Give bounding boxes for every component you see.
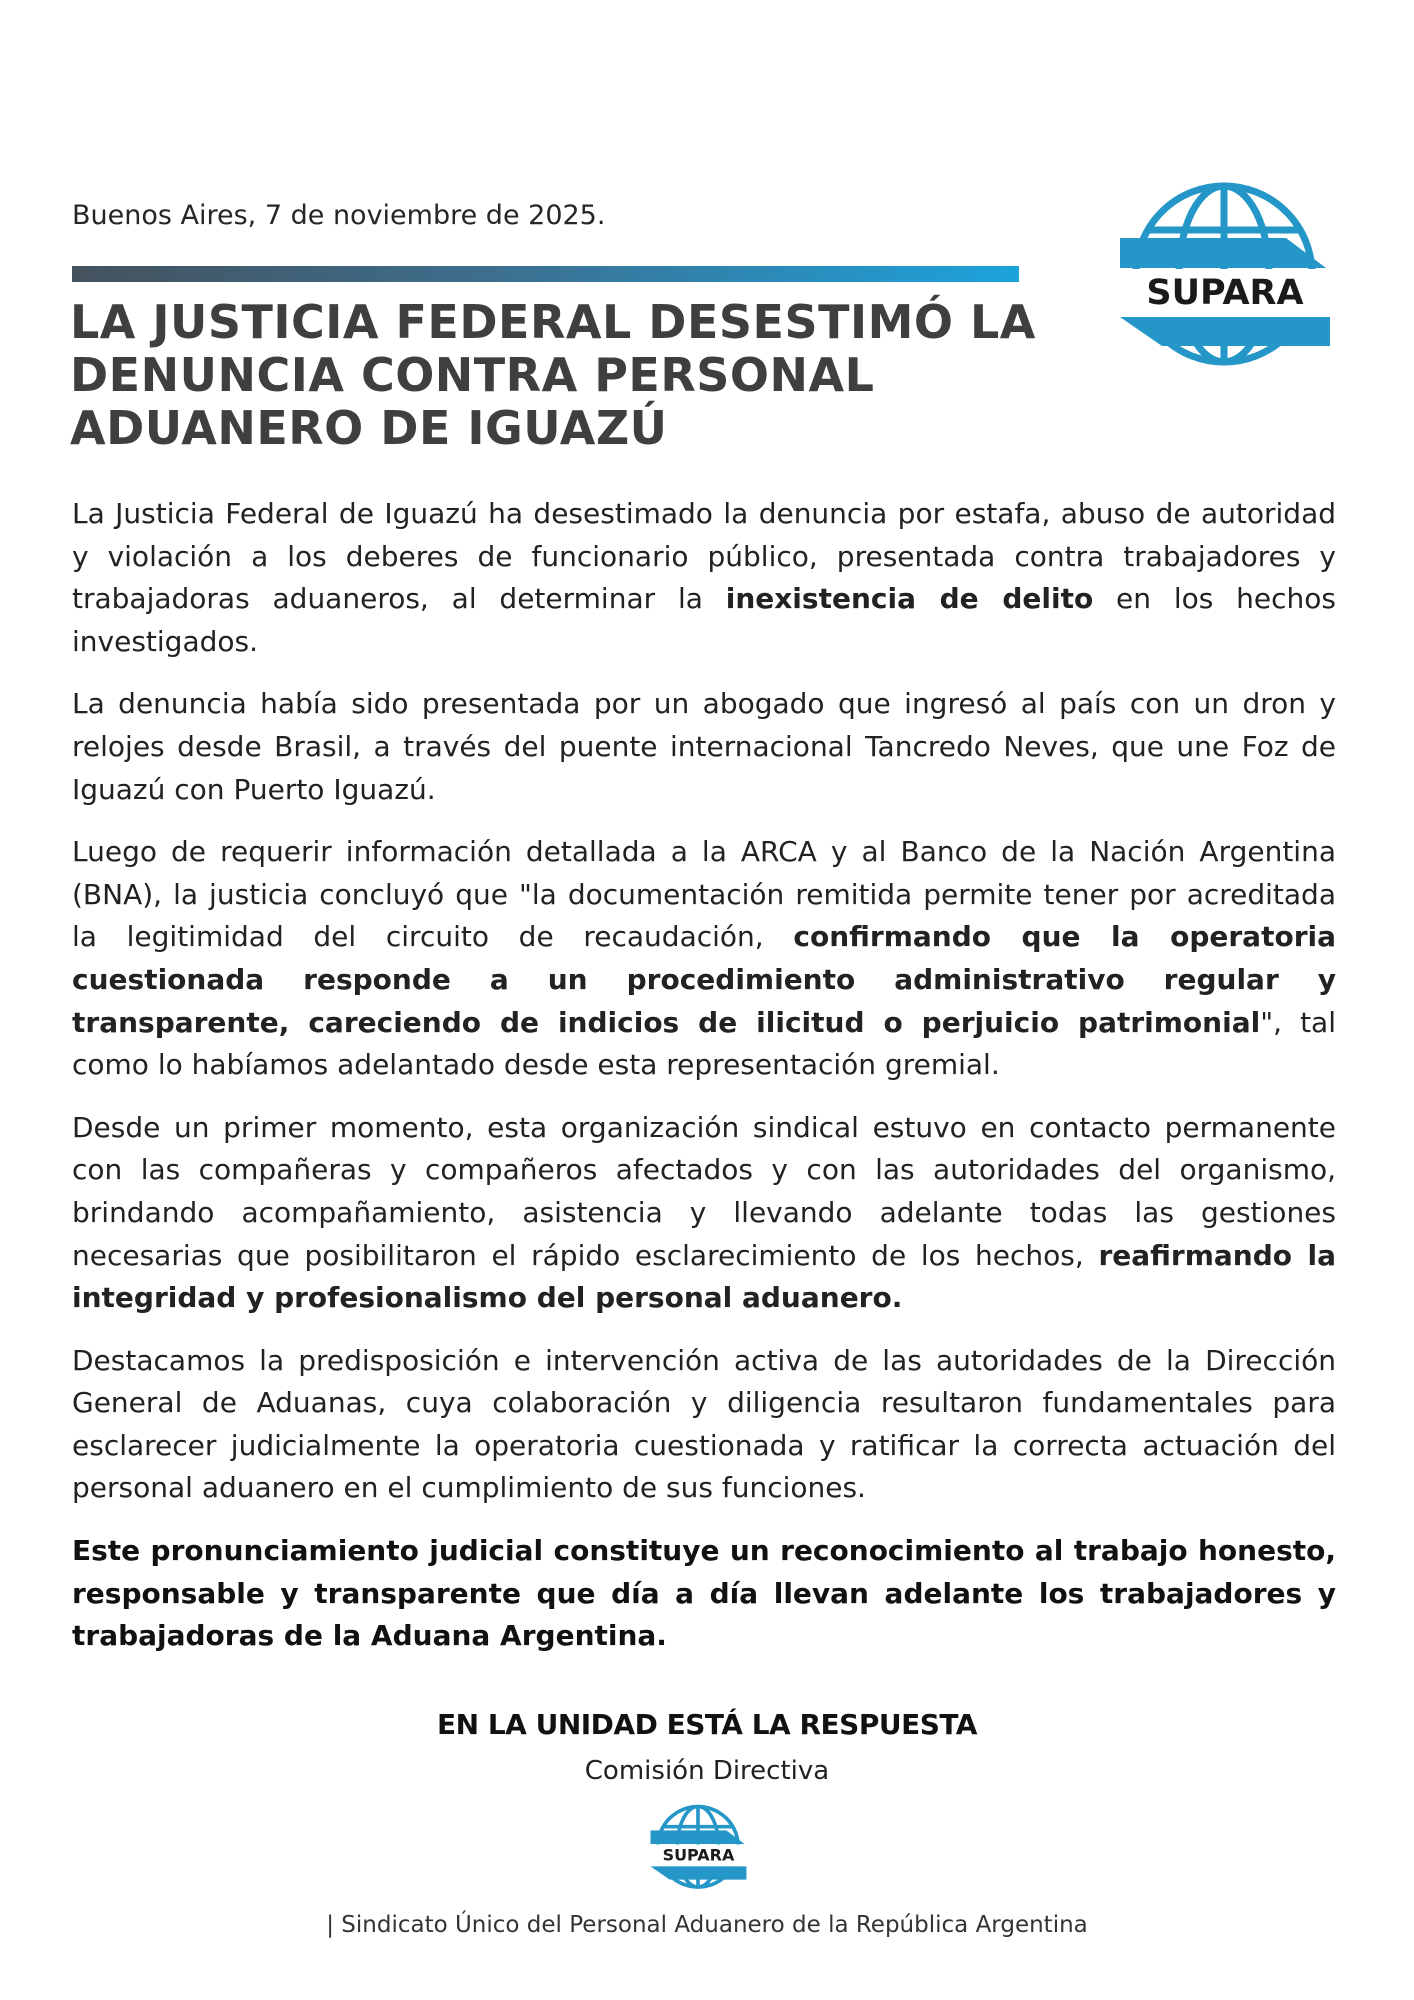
- closing-paragraph: Este pronunciamiento judicial constituye un reconocimiento al trabajo honesto, responsable y transparente que día a día llevan adelante los trabajadores y trabajadoras de la Aduana Argentina.: [72, 1534, 1336, 1653]
- header-gradient-rule: [72, 266, 1019, 282]
- paragraph: Luego de requerir información detallada a la ARCA y al Banco de la Nación Argentina (BNA), la justicia concluyó que "la documentación remitida permite tener por acreditada la legitimidad del circuito de recaudación, confirmando que la operatoria cuestionada responde a un procedimiento administrativo regular y transparente, careciendo de indicios de ilicitud o perjuicio patrimonial", tal como lo habíamos adelantado desde esta representación gremial.: [72, 835, 1336, 1082]
- paragraph: La denuncia había sido presentada por un abogado que ingresó al país con un dron y relojes desde Brasil, a través del puente internacional Tancredo Neves, que une Foz de Iguazú con Puerto Iguazú.: [72, 687, 1336, 806]
- article-body: [72, 493, 1336, 1678]
- headline: LA JUSTICIA FEDERAL DESESTIMÓ LA DENUNCIA CONTRA PERSONAL ADUANERO DE IGUAZÚ: [70, 295, 1036, 455]
- supara-small-logo: [648, 1802, 748, 1892]
- paragraph: La Justicia Federal de Iguazú ha desestimado la denuncia por estafa, abuso de autoridad y violación a los deberes de funcionario público, presentada contra trabajadores y trabajadoras aduaneros, al determinar la inexistencia de delito en los hechos investigados.: [72, 497, 1336, 658]
- document-date: Buenos Aires, 7 de noviembre de 2025.: [72, 200, 606, 231]
- slogan: EN LA UNIDAD ESTÁ LA RESPUESTA: [437, 1708, 977, 1741]
- supara-globe-logo: [1118, 176, 1330, 373]
- signature-committee: Comisión Directiva: [584, 1756, 830, 1786]
- footer-organization: | Sindicato Único del Personal Aduanero de la República Argentina: [326, 1912, 1088, 1938]
- paragraph: Destacamos la predisposición e intervención activa de las autoridades de la Dirección General de Aduanas, cuya colaboración y diligencia resultaron fundamentales para esclarecer judicialmente la operatoria cuestionada y ratificar la correcta actuación del personal aduanero en el cumplimiento de sus funciones.: [72, 1343, 1336, 1505]
- logo-wordmark: SUPARA: [1146, 273, 1304, 313]
- small-logo-wordmark: SUPARA: [662, 1845, 735, 1865]
- paragraph: Desde un primer momento, esta organización sindical estuvo en contacto permanente con las compañeras y compañeros afectados y con las autoridades del organismo, brindando acompañamiento, asistencia y llevando adelante todas las gestiones necesarias que posibilitaron el rápido esclarecimiento de los hechos, reafirmando la integridad y profesionalismo del personal aduanero.: [72, 1110, 1337, 1315]
